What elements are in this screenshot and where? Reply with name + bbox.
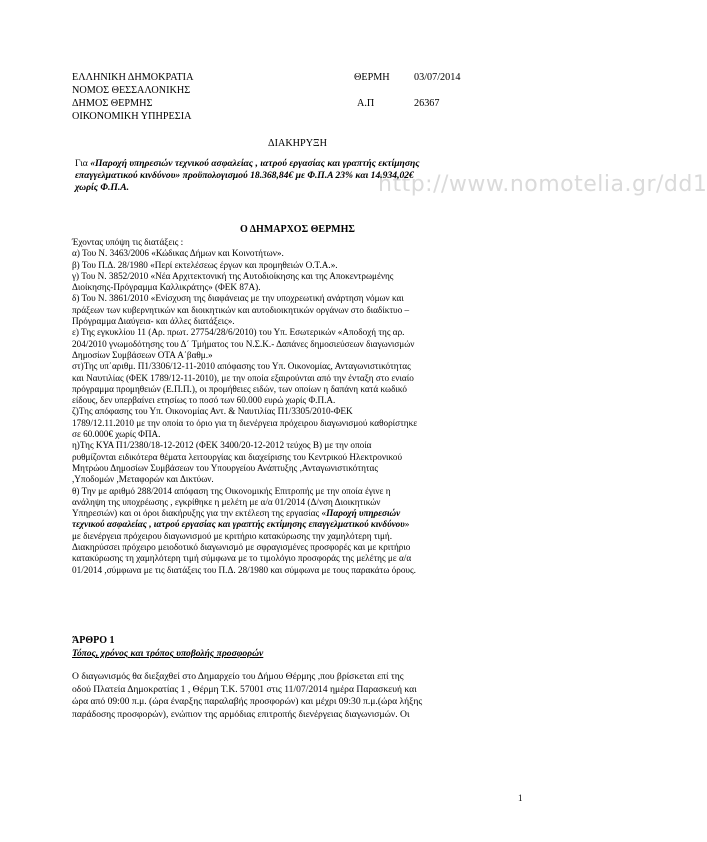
body-line: Έχοντας υπόψη τις διατάξεις : (72, 237, 184, 247)
body-line: ,Υποδομών ,Μεταφορών και Δικτύων. (72, 474, 214, 485)
header-place-label: ΘΕΡΜΗ (354, 72, 390, 83)
header-protocol-label: Α.Π (357, 98, 375, 109)
body-line: Διοίκησης-Πρόγραμμα Καλλικράτης» (ΦΕΚ 87Α). (72, 282, 261, 293)
header-line-municipality: ΔΗΜΟΣ ΘΕΡΜΗΣ (72, 98, 153, 109)
body-line-rich: τεχνικού ασφαλείας , ιατρού εργασίας και γραπτής εκτίμησης επαγγελματικού κινδύνου» (72, 519, 410, 530)
body-line: πρόγραμμα προμηθειών (Ε.Π.Π.), οι προμήθειες ειδών, των οποίων η δαπάνη κατά κωδικό (72, 383, 407, 394)
header-left (72, 71, 193, 123)
article-line: Ο διαγωνισμός θα διεξαχθεί στο Δημαρχείο του Δήμου Θέρμης ,που βρίσκεται επί της (72, 671, 404, 682)
body-line: Μητρώου Δημοσίων Συμβάσεων του Υπουργείου Ανάπτυξης ,Ανταγωνιστικότητας (72, 462, 379, 473)
body-line: κατακύρωσης τη χαμηλότερη τιμή σύμφωνα με το τιμολόγιο προσφοράς της μελέτης με α/α (72, 553, 412, 564)
body-line: ανάληψη της υποχρέωσης , εγκρίθηκε η μελέτη με α/α 01/2014 (Δ/νση Διοικητικών (72, 496, 381, 507)
body-line: 1789/12.11.2010 με την οποία το όριο για τη διενέργεια πρόχειρου διαγωνισμού καθορίστηκε (72, 417, 418, 428)
body-line: είδους, δεν υπερβαίνει ετησίως το ποσό των 60.000 ευρώ χωρίς Φ.Π.Α. (72, 395, 336, 406)
subject-prefix: Για (75, 158, 91, 169)
header-date: 03/07/2014 (414, 72, 461, 83)
body-line: θ) Την με αριθμό 288/2014 απόφαση της Οικονομικής Επιτροπής με την οποία έγινε η (72, 485, 391, 496)
body-line: ε) Της εγκυκλίου 11 (Αρ. πρωτ. 27754/28/6/2010) του Υπ. Εσωτερικών «Αποδοχή της αρ. (72, 327, 405, 338)
header-protocol-number: 26367 (414, 98, 440, 109)
document-title: ΔΙΑΚΗΡΥΞΗ (268, 138, 327, 149)
header-line-prefecture: ΝΟΜΟΣ ΘΕΣΣΑΛΟΝΙΚΗΣ (72, 85, 191, 96)
body-line: γ) Του Ν. 3852/2010 «Νέα Αρχιτεκτονική της Αυτοδιοίκησης και της Αποκεντρωμένης (72, 270, 394, 281)
body-line: ζ)Της απόφασης του Υπ. Οικονομίας Αντ. & Ναυτιλίας Π1/3305/2010-ΦΕΚ (72, 406, 353, 417)
article-line: οδού Πλατεία Δημοκρατίας 1 , Θέρμη Τ.Κ. 57001 στις 11/07/2014 ημέρα Παρασκευή και (72, 683, 417, 695)
body-text (72, 237, 527, 576)
body-line: 01/2014 ,σύμφωνα με τις διατάξεις του Π.Δ. 28/1980 και σύμφωνα με τους παρακάτω όρους. (72, 564, 416, 575)
subject-line-1 (75, 158, 420, 170)
body-line: και Ναυτιλίας (ΦΕΚ 1789/12-11-2010), με την οποία εξαιρούνται από την ένταξη στο ενιαίο (72, 372, 414, 383)
body-line: Δημοσίων Συμβάσεων ΟΤΑ Α΄βαθμ.» (72, 349, 213, 360)
body-line: α) Του Ν. 3463/2006 «Κώδικας Δήμων και Κοινοτήτων». (72, 248, 284, 259)
body-line: πράξεων των κυβερνητικών και διοικητικών και αυτοδιοικητικών οργάνων στο διαδίκτυο – (72, 304, 410, 315)
article-line: παράδοσης προσφορών), ενώπιον της αρμόδιας επιτροπής διενέργειας διαγωνισμών. Οι (72, 708, 410, 720)
page-number: 1 (518, 793, 523, 803)
body-line: ρυθμίζονται ειδικότερα θέματα λειτουργίας και διαχείρισης του Κεντρικού Ηλεκτρονικού (72, 451, 403, 462)
body-line: δ) Του Ν. 3861/2010 «Ενίσχυση της διαφάνειας με την υποχρεωτική ανάρτηση νόμων και (72, 293, 404, 304)
header-line-service: ΟΙΚΟΝΟΜΙΚΗ ΥΠΗΡΕΣΙΑ (72, 111, 192, 122)
subject-line-3: χωρίς Φ.Π.Α. (75, 182, 130, 194)
body-line: με διενέργεια πρόχειρου διαγωνισμού με κριτήριο κατακύρωσης την χαμηλότερη τιμή. (72, 530, 393, 541)
body-line: Διακηρύσσει πρόχειρο μειοδοτικό διαγωνισμό με σφραγισμένες προσφορές και με κριτήριο (72, 542, 411, 553)
article-body (72, 671, 527, 721)
subject-block (75, 158, 420, 195)
body-line: 204/2010 γνωμοδότησης του Δ΄ Τμήματος του Ν.Σ.Κ.- Δαπάνες δημοσιεύσεων διαγωνισμών (72, 338, 415, 349)
body-line-rich: Υπηρεσιών) και οι όροι διακήρυξης για την εκτέλεση της εργασίας «Παροχή υπηρεσιών (72, 508, 401, 519)
body-line: σε 60.000€ χωρίς ΦΠΑ. (72, 429, 161, 440)
article-line: ώρα από 09:00 π.μ. (ώρα έναρξης παραλαβής προσφορών) και μέχρι 09:30 π.μ.(ώρα λήξης (72, 696, 423, 708)
article-heading: ΆΡΘΡΟ 1 (72, 635, 115, 646)
body-line: στ)Της υπ΄αριθμ. Π1/3306/12-11-2010 απόφασης του Υπ. Οικονομίας, Ανταγωνιστικότητας (72, 361, 411, 372)
body-line: Πρόγραμμα Διαύγεια- και άλλες διατάξεις». (72, 316, 235, 327)
header-line-country: ΕΛΛΗΝΙΚΗ ΔΗΜΟΚΡΑΤΙΑ (72, 72, 194, 83)
watermark: http://www.nomotelia.gr/dd1 (378, 172, 707, 197)
subject-line-2: επαγγελματικού κινδύνου» προϋπολογισμού 18.368,84€ με Φ.Π.Α 23% και 14.934,02€ (75, 170, 414, 182)
body-line: β) Του Π.Δ. 28/1980 «Περί εκτελέσεως έργων και προμηθειών Ο.Τ.Α.». (72, 259, 338, 270)
mayor-heading: Ο ΔΗΜΑΡΧΟΣ ΘΕΡΜΗΣ (240, 224, 355, 235)
subject-title: «Παροχή υπηρεσιών τεχνικού ασφαλείας , ιατρού εργασίας και γραπτής εκτίμησης (90, 158, 420, 169)
body-line: η)Της ΚΥΑ Π1/2380/18-12-2012 (ΦΕΚ 3400/20-12-2012 τεύχος Β) με την οποία (72, 440, 372, 451)
article-subheading: Τόπος, χρόνος και τρόπος υποβολής προσφορών (72, 648, 264, 659)
